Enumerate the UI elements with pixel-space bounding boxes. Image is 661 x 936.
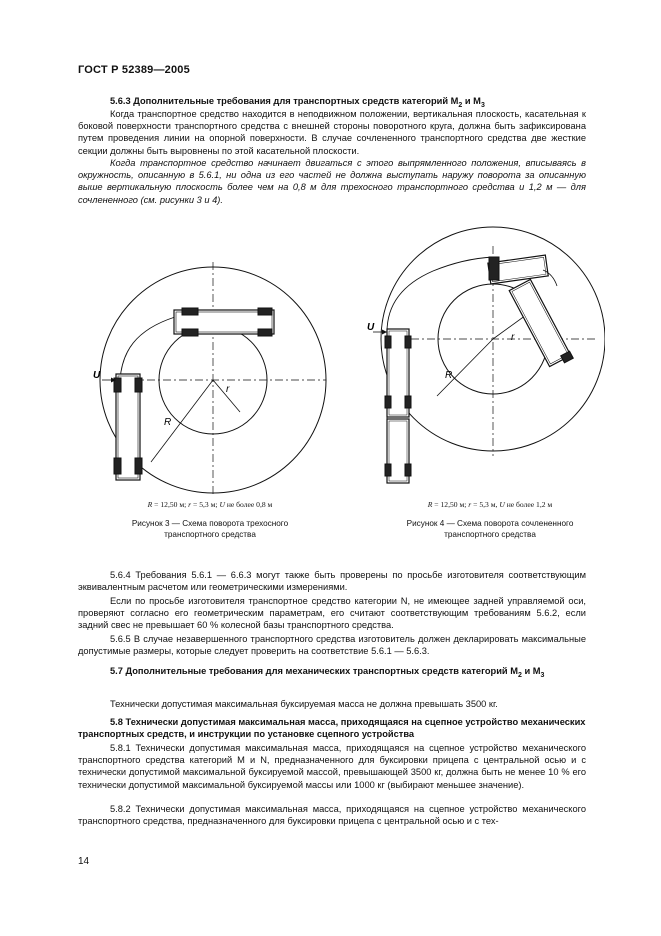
section-5-8-heading: 5.8 Технически допустимая максимальная масса, приходящаяся на сцепное устройство механических транспортных средств, и инструкции по установке сцепного устройства — [78, 717, 586, 740]
section-5-6-3-paragraph-2: Когда транспортное средство начинает двигаться с этого выпрямленного положения, вписываясь в окружность, описанную в 5.6.1, ни одна из его частей не должна выступать наружу поворота за описанную выше вертикальную плоскость более чем на 0,8 м для трехосного транспортного средства и 1,2 м — для сочлененного (см. рисунки 3 и 4). — [78, 158, 586, 205]
figure-3-diagram — [90, 262, 330, 494]
section-5-6-3-paragraph-1: Когда транспортное средство находится в неподвижном положении, вертикальная плоскость, касательная к боковой поверхности транспортного средства с внешней стороны поворотного круга, должна быть зафиксирована путем проведения линии на опорной поверхности. В случае сочлененного транспортного средства две жесткие секции должны быть выровнены по этой касательной плоскости. — [78, 109, 586, 156]
u-arrow-head — [382, 330, 387, 335]
vehicle-top — [174, 308, 274, 336]
section-5-6-4-paragraph-1: 5.6.4 Требования 5.6.1 — 6.6.3 могут также быть проверены по просьбе изготовителя соответствующим эквивалентным расчетом или геометрическими измерениями. — [78, 570, 586, 593]
section-5-8-2-paragraph: 5.8.2 Технически допустимая максимальная масса, приходящаяся на сцепное устройство механического транспортного средства, предназначенного для буксировки прицепа с центральной осью и с тех- — [78, 804, 586, 827]
figure-4-diagram — [365, 226, 605, 496]
section-5-7-heading: 5.7 Дополнительные требования для механических транспортных средств категорий $M_2$ и $M_3$ — [110, 666, 545, 679]
articulated-vehicle-top — [488, 255, 573, 367]
figure-3-parameters: R = 12,50 м; r = 5,3 м; U не более 0,8 м — [147, 500, 273, 509]
label-R: R — [445, 370, 453, 381]
section-5-6-5-paragraph: 5.6.5 В случае незавершенного транспортного средства изготовитель должен декларировать максимальные допустимые размеры, которые следует проверить на соответствие 5.6.1 — 5.6.3. — [78, 634, 586, 657]
section-5-6-3-heading: 5.6.3 Дополнительные требования для транспортных средств категорий $M_2$ и $M_3$ — [110, 96, 485, 109]
document-header: ГОСТ Р 52389—2005 — [78, 64, 190, 76]
label-u: U — [367, 322, 375, 333]
page-number: 14 — [78, 856, 90, 867]
label-R: R — [164, 417, 172, 428]
figure-4-caption: Рисунок 4 — Схема поворота сочлененного транспортного средства — [406, 519, 574, 539]
section-5-8-1-paragraph: 5.8.1 Технически допустимая максимальная масса, приходящаяся на сцепное устройство механического транспортного средства категорий M и N, предназначенного для буксировки прицепа с центральной осью и с технически допустимой максимальной буксируемой массой, превышающей 3500 кг, должна быть не менее 10 % его технически допустимой максимальной буксируемой массы или 1000 кг (выбирают меньшее значение). — [78, 743, 586, 790]
section-5-6-4-paragraph-2: Если по просьбе изготовителя транспортное средство категории N, не имеющее задней управляемой оси, проверяют согласно его геометрическим параметрам, его считают соответствующим требованиям 5.6.2, если задний свес не превышает 60 % колесной базы транспортного средства. — [78, 596, 586, 631]
figure-3-caption: Рисунок 3 — Схема поворота трехосного транспортного средства — [131, 519, 289, 539]
vehicle-left — [114, 374, 142, 480]
label-r: r — [511, 332, 515, 343]
label-r: r — [226, 384, 230, 395]
figure-4-parameters: R = 12,50 м; r = 5,3 м, U не более 1,2 м — [427, 500, 553, 509]
section-5-7-paragraph: Технически допустимая максимальная буксируемая масса не должна превышать 3500 кг. — [110, 699, 498, 709]
vehicle-path-curve — [387, 257, 493, 332]
articulated-vehicle-left — [385, 329, 411, 483]
label-u: U — [93, 370, 101, 381]
